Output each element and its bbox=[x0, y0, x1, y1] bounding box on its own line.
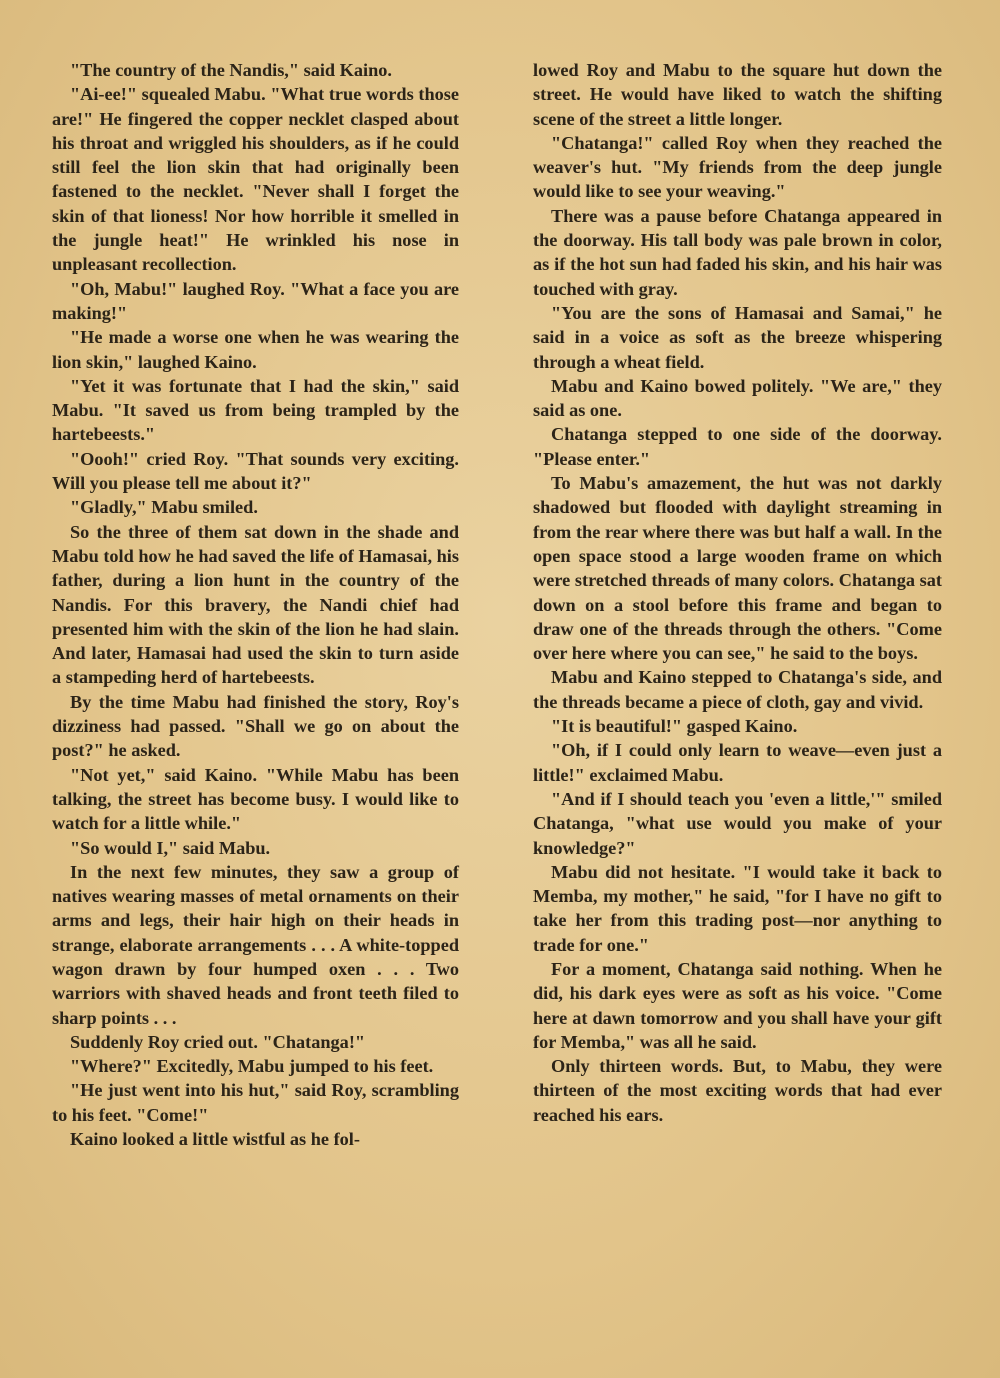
paragraph: "Where?" Excitedly, Mabu jumped to his feet. bbox=[70, 1056, 434, 1077]
paragraph: There was a pause before Chatanga appeared in the doorway. His tall body was pale brown in color, as if the hot sun had faded his skin, and his hair was touched with gray. bbox=[533, 205, 942, 299]
paragraph: "Oh, if I could only learn to weave—even just a little!" exclaimed Mabu. bbox=[533, 740, 942, 785]
paragraph: "Oooh!" cried Roy. "That sounds very exciting. Will you please tell me about it?" bbox=[52, 448, 459, 494]
paragraph: "You are the sons of Hamasai and Samai," he said in a voice as soft as the breeze whispering through a wheat field. bbox=[533, 302, 942, 372]
left-text-column bbox=[52, 58, 459, 1151]
paragraph: To Mabu's amazement, the hut was not darkly shadowed but flooded with daylight streaming in from the rear where there was but half a wall. In the open space stood a large wooden frame on which were stretched threads of many colors. Chatanga sat down on a stool before this frame and began to draw one of the threads through the others. "Come over here where you can see," he said to the boys. bbox=[533, 473, 942, 664]
paragraph: For a moment, Chatanga said nothing. When he did, his dark eyes were as soft as his voice. "Come here at dawn tomorrow and you shall have your gift for Memba," was all he said. bbox=[533, 958, 942, 1052]
paragraph: "Oh, Mabu!" laughed Roy. "What a face you are making!" bbox=[52, 278, 459, 323]
paragraph: Kaino looked a little wistful as he fol- bbox=[70, 1129, 360, 1150]
paragraph: "The country of the Nandis," said Kaino. bbox=[70, 60, 392, 80]
paragraph: Chatanga stepped to one side of the doorway. "Please enter." bbox=[533, 424, 942, 469]
paragraph: So the three of them sat down in the shade and Mabu told how he had saved the life of Hamasai, his father, during a lion hunt in the country of the Nandis. For this bravery, the Nandi chief had presented him with the skin of the lion he had slain. And later, Hamasai had used the skin to turn aside a stampeding herd of hartebeests. bbox=[52, 521, 459, 688]
paragraph: Mabu did not hesitate. "I would take it back to Memba, my mother," he said, "for I have no gift to take her from this trading post—nor anything to trade for one." bbox=[533, 861, 942, 955]
paragraph: lowed Roy and Mabu to the square hut down the street. He would have liked to watch the shifting scene of the street a little longer. bbox=[533, 60, 942, 129]
paragraph: "Not yet," said Kaino. "While Mabu has been talking, the street has become busy. I would like to watch for a little while." bbox=[52, 764, 459, 834]
paragraph: "He just went into his hut," said Roy, scrambling to his feet. "Come!" bbox=[52, 1080, 459, 1125]
paragraph: "It is beautiful!" gasped Kaino. bbox=[551, 716, 798, 737]
paragraph: "He made a worse one when he was wearing the lion skin," laughed Kaino. bbox=[52, 327, 459, 372]
paragraph: "Ai-ee!" squealed Mabu. "What true words those are!" He fingered the copper necklet clasped about his throat and wriggled his shoulders, as if he could still feel the lion skin that had originally been fastened to the necklet. "Never shall I forget the skin of that lioness! Nor how horrible it smelled in the jungle heat!" He wrinkled his nose in unpleasant recollection. bbox=[52, 84, 459, 275]
paragraph: "And if I should teach you 'even a little,'" smiled Chatanga, "what use would you make of your knowledge?" bbox=[533, 788, 942, 858]
paragraph: Only thirteen words. But, to Mabu, they were thirteen of the most exciting words that had ever reached his ears. bbox=[533, 1056, 942, 1125]
paragraph: Mabu and Kaino bowed politely. "We are," they said as one. bbox=[533, 375, 942, 421]
column-gutter bbox=[485, 40, 507, 1360]
paragraph: By the time Mabu had finished the story, Roy's dizziness had passed. "Shall we go on about the post?" he asked. bbox=[52, 691, 459, 761]
right-text-column bbox=[533, 58, 942, 1127]
paragraph: Mabu and Kaino stepped to Chatanga's side, and the threads became a piece of cloth, gay and vivid. bbox=[533, 667, 942, 712]
paragraph: "So would I," said Mabu. bbox=[70, 837, 271, 858]
paragraph: "Gladly," Mabu smiled. bbox=[70, 497, 258, 518]
paragraph: In the next few minutes, they saw a group of natives wearing masses of metal ornaments on their arms and legs, their hair high on their heads in strange, elaborate arrangements . . . A white-topped wagon drawn by four humped oxen . . . Two warriors with shaved heads and front teeth filed to sharp points . . . bbox=[52, 861, 459, 1028]
paragraph: "Chatanga!" called Roy when they reached the weaver's hut. "My friends from the deep jungle would like to see your weaving." bbox=[533, 132, 942, 202]
paragraph: "Yet it was fortunate that I had the skin," said Mabu. "It saved us from being trampled by the hartebeests." bbox=[52, 375, 459, 445]
paragraph: Suddenly Roy cried out. "Chatanga!" bbox=[70, 1031, 366, 1052]
